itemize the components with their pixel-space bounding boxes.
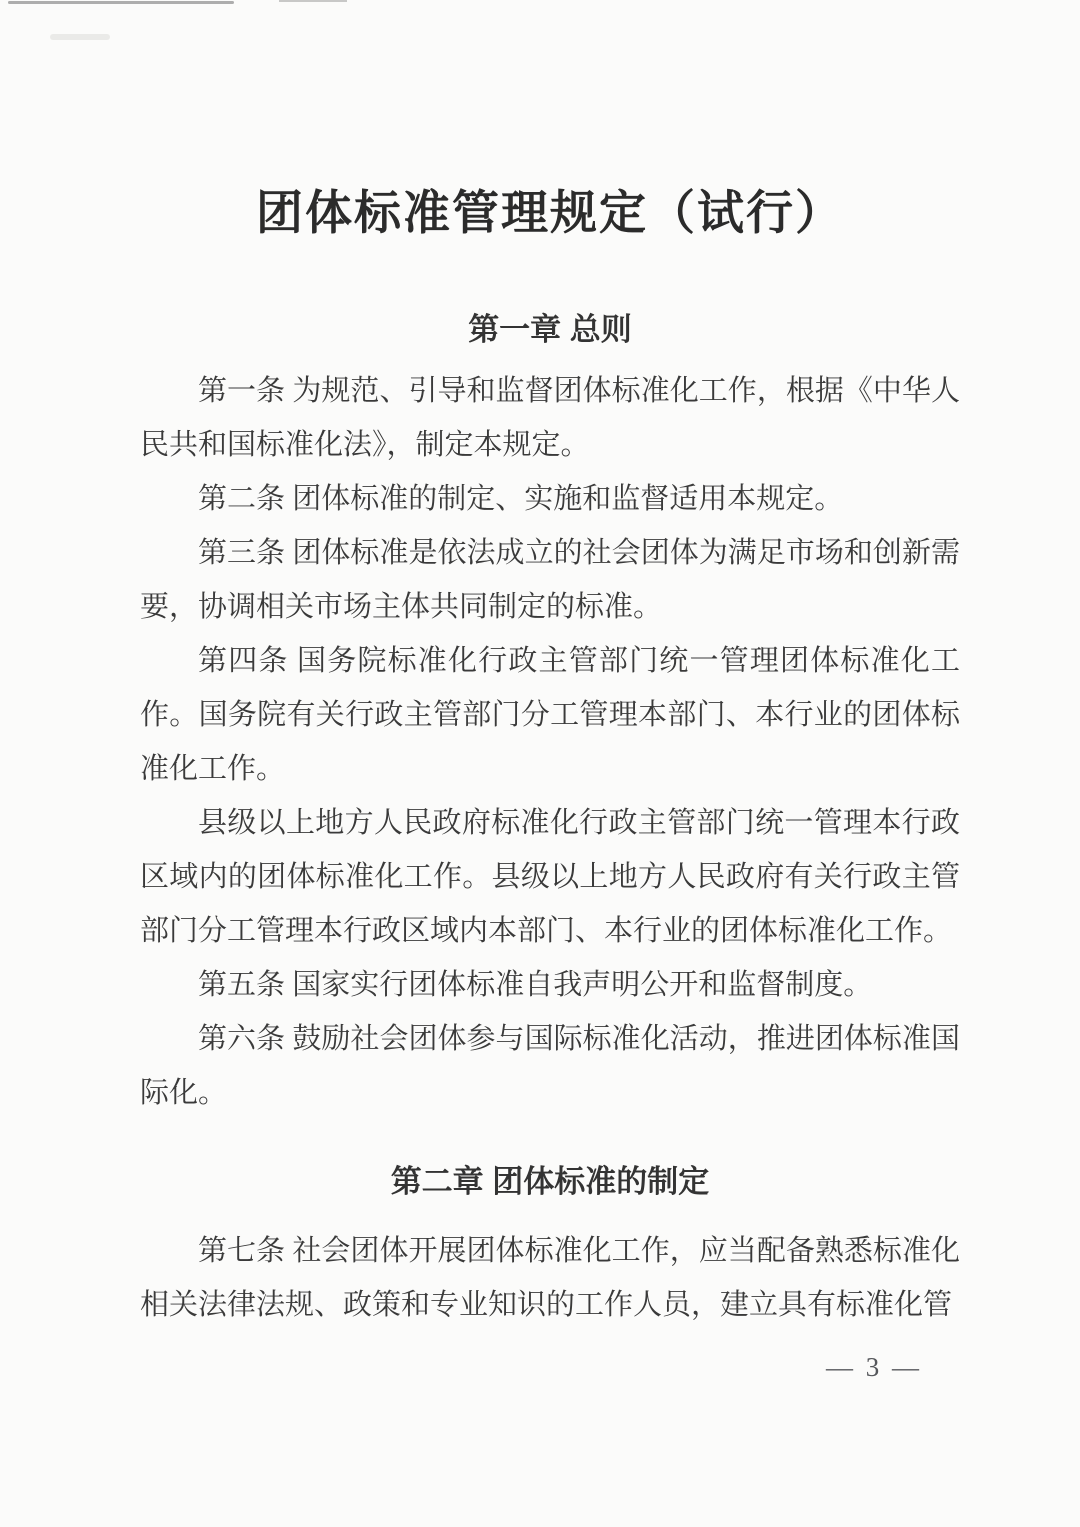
page-number: — 3 — <box>826 1352 922 1382</box>
article-1-paragraph: 第一条 为规范、引导和监督团体标准化工作，根据《中华人民共和国标准化法》，制定本规定。 <box>140 375 960 461</box>
article-4-continuation-paragraph: 县级以上地方人民政府标准化行政主管部门统一管理本行政区域内的团体标准化工作。县级以上地方人民政府有关行政主管部门分工管理本行政区域内本部门、本行业的团体标准化工作。 <box>140 807 960 947</box>
article-5-paragraph: 第五条 国家实行团体标准自我声明公开和监督制度。 <box>198 969 873 1001</box>
article-3-paragraph: 第三条 团体标准是依法成立的社会团体为满足市场和创新需要，协调相关市场主体共同制定的标准。 <box>140 537 960 623</box>
document-title: 团体标准管理规定（试行） <box>256 188 844 240</box>
chapter-2-heading: 第二章 团体标准的制定 <box>390 1164 710 1199</box>
article-7-paragraph: 第七条 社会团体开展团体标准化工作，应当配备熟悉标准化相关法律法规、政策和专业知识的工作人员，建立具有标准化管 <box>140 1235 960 1321</box>
article-6-paragraph: 第六条 鼓励社会团体参与国际标准化活动，推进团体标准国际化。 <box>140 1023 960 1109</box>
chapter-1-heading: 第一章 总则 <box>468 312 632 347</box>
article-2-paragraph: 第二条 团体标准的制定、实施和监督适用本规定。 <box>198 483 844 515</box>
article-4-paragraph: 第四条 国务院标准化行政主管部门统一管理团体标准化工作。国务院有关行政主管部门分工管理本部门、本行业的团体标准化工作。 <box>140 645 960 785</box>
